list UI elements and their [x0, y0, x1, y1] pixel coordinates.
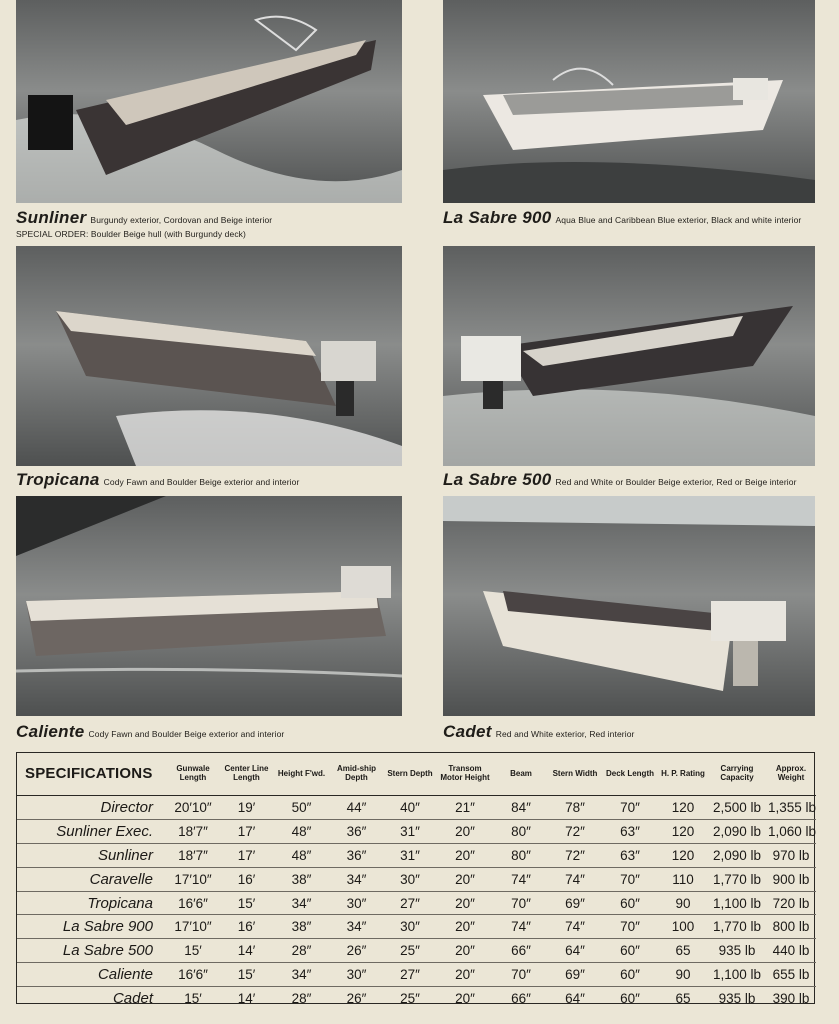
- spec-cell: 120: [658, 843, 708, 867]
- spec-cell: 34″: [329, 915, 384, 939]
- spec-cell: 26″: [346, 991, 367, 1007]
- spec-cell: 34″: [329, 867, 384, 891]
- model-name: La Sabre 500: [443, 470, 552, 489]
- spec-cell: 34″: [274, 963, 329, 987]
- spec-cell: 80″: [494, 819, 548, 843]
- header-stern-width: Stern Width: [548, 753, 602, 796]
- header-transom-motor-height: Transom Motor Height: [436, 753, 494, 796]
- spec-cell: 44″: [329, 796, 384, 820]
- spec-cell: 20″: [436, 843, 494, 867]
- caption-cadet: [443, 722, 634, 742]
- caption-la-sabre-900: [443, 208, 801, 228]
- spec-cell: 90: [658, 891, 708, 915]
- spec-cell: 900 lb: [766, 867, 816, 891]
- spec-cell: 17′10″: [167, 867, 219, 891]
- header-gunwale-length: Gunwale Length: [167, 753, 219, 796]
- spec-cell: 60″: [602, 939, 658, 963]
- model-name-cell: Cadet: [112, 990, 153, 1008]
- model-name-cell: Tropicana: [17, 891, 167, 915]
- caption-la-sabre-500: [443, 470, 797, 490]
- spec-cell: 1,100 lb: [708, 963, 766, 987]
- table-row: [17, 796, 816, 820]
- spec-cell: 800 lb: [766, 915, 816, 939]
- spec-cell: 720 lb: [766, 891, 816, 915]
- spec-cell: 64″: [565, 991, 585, 1007]
- color-description: Aqua Blue and Caribbean Blue exterior, Black and white interior: [555, 215, 802, 225]
- spec-cell: 1,100 lb: [708, 891, 766, 915]
- model-name: Sunliner: [16, 208, 87, 227]
- spec-cell: 20″: [455, 991, 475, 1007]
- spec-cell: 970 lb: [766, 843, 816, 867]
- table-row: [17, 843, 816, 867]
- model-name-cell: Sunliner Exec.: [17, 819, 167, 843]
- specifications-title: SPECIFICATIONS: [17, 753, 167, 796]
- model-name-cell: Director: [17, 796, 167, 820]
- spec-cell: 1,355 lb: [766, 796, 816, 820]
- spec-cell: 15′: [184, 991, 202, 1007]
- spec-cell: 17′10″: [167, 915, 219, 939]
- caption-caliente: [16, 722, 284, 742]
- spec-cell: 30″: [384, 867, 436, 891]
- spec-cell: 20″: [436, 819, 494, 843]
- spec-cell: 38″: [274, 867, 329, 891]
- photo-sunliner: [16, 0, 402, 203]
- color-description: Burgundy exterior, Cordovan and Beige interior: [90, 215, 273, 225]
- header-amidship-depth: Amid-ship Depth: [329, 753, 384, 796]
- spec-cell: 80″: [494, 843, 548, 867]
- spec-cell: 28″: [291, 991, 312, 1007]
- spec-cell: 28″: [274, 939, 329, 963]
- photo-la-sabre-500: [443, 246, 815, 466]
- spec-cell: 18′7″: [167, 819, 219, 843]
- spec-cell: 21″: [436, 796, 494, 820]
- spec-cell: 70″: [602, 796, 658, 820]
- spec-cell: 65: [675, 991, 691, 1007]
- table-row: [17, 963, 816, 987]
- spec-cell: 110: [658, 867, 708, 891]
- photo-cadet: [443, 496, 815, 716]
- model-name-cell: Caravelle: [17, 867, 167, 891]
- spec-cell: 16′6″: [167, 891, 219, 915]
- spec-cell: 66″: [494, 939, 548, 963]
- spec-cell: 390 lb: [772, 991, 810, 1007]
- spec-cell: 1,060 lb: [766, 819, 816, 843]
- spec-cell: 30″: [384, 915, 436, 939]
- spec-cell: 63″: [602, 843, 658, 867]
- special-order-note: SPECIAL ORDER: Boulder Beige hull (with Burgundy deck): [16, 229, 246, 239]
- photo-tropicana: [16, 246, 402, 466]
- model-name-cell: La Sabre 500: [17, 939, 167, 963]
- spec-cell: 70″: [602, 915, 658, 939]
- spec-cell: 72″: [548, 843, 602, 867]
- model-name: La Sabre 900: [443, 208, 552, 227]
- spec-cell: 60″: [602, 963, 658, 987]
- spec-cell: 26″: [329, 939, 384, 963]
- spec-cell: 30″: [329, 963, 384, 987]
- header-beam: Beam: [494, 753, 548, 796]
- spec-cell: 27″: [384, 963, 436, 987]
- spec-cell: 34″: [274, 891, 329, 915]
- spec-cell: 50″: [274, 796, 329, 820]
- color-description: Cody Fawn and Boulder Beige exterior and interior: [103, 477, 300, 487]
- spec-cell: 69″: [548, 963, 602, 987]
- spec-cell: 72″: [548, 819, 602, 843]
- spec-cell: 1,770 lb: [708, 867, 766, 891]
- header-center-line-length: Center Line Length: [219, 753, 274, 796]
- header-row: [17, 753, 816, 796]
- spec-cell: 69″: [548, 891, 602, 915]
- spec-cell: 66″: [511, 991, 531, 1007]
- spec-cell: 120: [658, 796, 708, 820]
- caption-sunliner: [16, 208, 272, 239]
- spec-cell: 1,770 lb: [708, 915, 766, 939]
- spec-cell: 60″: [602, 891, 658, 915]
- color-description: Red and White exterior, Red interior: [495, 729, 635, 739]
- table-row: [17, 867, 816, 891]
- spec-cell: 30″: [329, 891, 384, 915]
- caption-tropicana: [16, 470, 299, 490]
- spec-cell: 74″: [548, 867, 602, 891]
- spec-cell: 18′7″: [167, 843, 219, 867]
- photo-la-sabre-900: [443, 0, 815, 203]
- spec-cell: 60″: [620, 991, 640, 1007]
- header-stern-depth: Stern Depth: [384, 753, 436, 796]
- spec-cell: 31″: [384, 819, 436, 843]
- specifications-table: [16, 752, 817, 1008]
- model-name: Tropicana: [16, 470, 100, 489]
- header-carrying-capacity: Carrying Capacity: [708, 753, 766, 796]
- spec-cell: 2,500 lb: [708, 796, 766, 820]
- table-row: [17, 987, 816, 1010]
- header-deck-length: Deck Length: [602, 753, 658, 796]
- model-name: Caliente: [16, 722, 85, 741]
- spec-cell: 20″: [436, 891, 494, 915]
- spec-cell: 36″: [329, 843, 384, 867]
- spec-cell: 78″: [548, 796, 602, 820]
- spec-cell: 16′6″: [167, 963, 219, 987]
- spec-cell: 48″: [274, 819, 329, 843]
- spec-cell: 16′: [219, 915, 274, 939]
- spec-cell: 38″: [274, 915, 329, 939]
- spec-cell: 70″: [494, 891, 548, 915]
- model-name-cell: La Sabre 900: [17, 915, 167, 939]
- header-hp-rating: H. P. Rating: [658, 753, 708, 796]
- spec-cell: 48″: [274, 843, 329, 867]
- color-description: Red and White or Boulder Beige exterior, Red or Beige interior: [555, 477, 797, 487]
- spec-cell: 74″: [494, 867, 548, 891]
- spec-cell: 31″: [384, 843, 436, 867]
- spec-cell: 2,090 lb: [708, 819, 766, 843]
- spec-cell: 20″: [436, 915, 494, 939]
- spec-cell: 14′: [219, 939, 274, 963]
- table-row: [17, 939, 816, 963]
- model-name-cell: Caliente: [17, 963, 167, 987]
- table-row: [17, 915, 816, 939]
- spec-cell: 90: [658, 963, 708, 987]
- spec-cell: 16′: [219, 867, 274, 891]
- spec-cell: 25″: [384, 939, 436, 963]
- header-height-fwd: Height F'wd.: [274, 753, 329, 796]
- spec-cell: 40″: [384, 796, 436, 820]
- spec-cell: 19′: [219, 796, 274, 820]
- header-approx-weight: Approx. Weight: [766, 753, 816, 796]
- photo-caliente: [16, 496, 402, 716]
- spec-cell: 17′: [219, 843, 274, 867]
- model-name: Cadet: [443, 722, 492, 741]
- spec-cell: 935 lb: [718, 991, 756, 1007]
- spec-cell: 15′: [219, 891, 274, 915]
- spec-cell: 20″: [436, 963, 494, 987]
- spec-cell: 15′: [167, 939, 219, 963]
- spec-cell: 17′: [219, 819, 274, 843]
- spec-cell: 74″: [494, 915, 548, 939]
- spec-cell: 440 lb: [766, 939, 816, 963]
- model-name-cell: Sunliner: [17, 843, 167, 867]
- spec-cell: 84″: [494, 796, 548, 820]
- spec-cell: 27″: [384, 891, 436, 915]
- spec-cell: 120: [658, 819, 708, 843]
- spec-cell: 935 lb: [708, 939, 766, 963]
- spec-cell: 74″: [548, 915, 602, 939]
- spec-cell: 63″: [602, 819, 658, 843]
- spec-cell: 15′: [219, 963, 274, 987]
- spec-cell: 655 lb: [766, 963, 816, 987]
- color-description: Cody Fawn and Boulder Beige exterior and interior: [88, 729, 285, 739]
- spec-cell: 70″: [494, 963, 548, 987]
- spec-cell: 64″: [548, 939, 602, 963]
- spec-cell: 25″: [400, 991, 420, 1007]
- spec-cell: 100: [658, 915, 708, 939]
- table-row: [17, 891, 816, 915]
- spec-cell: 2,090 lb: [708, 843, 766, 867]
- spec-cell: 36″: [329, 819, 384, 843]
- spec-cell: 20″: [436, 939, 494, 963]
- spec-cell: 20″: [436, 867, 494, 891]
- spec-cell: 14′: [237, 991, 256, 1007]
- spec-cell: 70″: [602, 867, 658, 891]
- table-row: [17, 819, 816, 843]
- spec-cell: 65: [658, 939, 708, 963]
- spec-cell: 20′10″: [167, 796, 219, 820]
